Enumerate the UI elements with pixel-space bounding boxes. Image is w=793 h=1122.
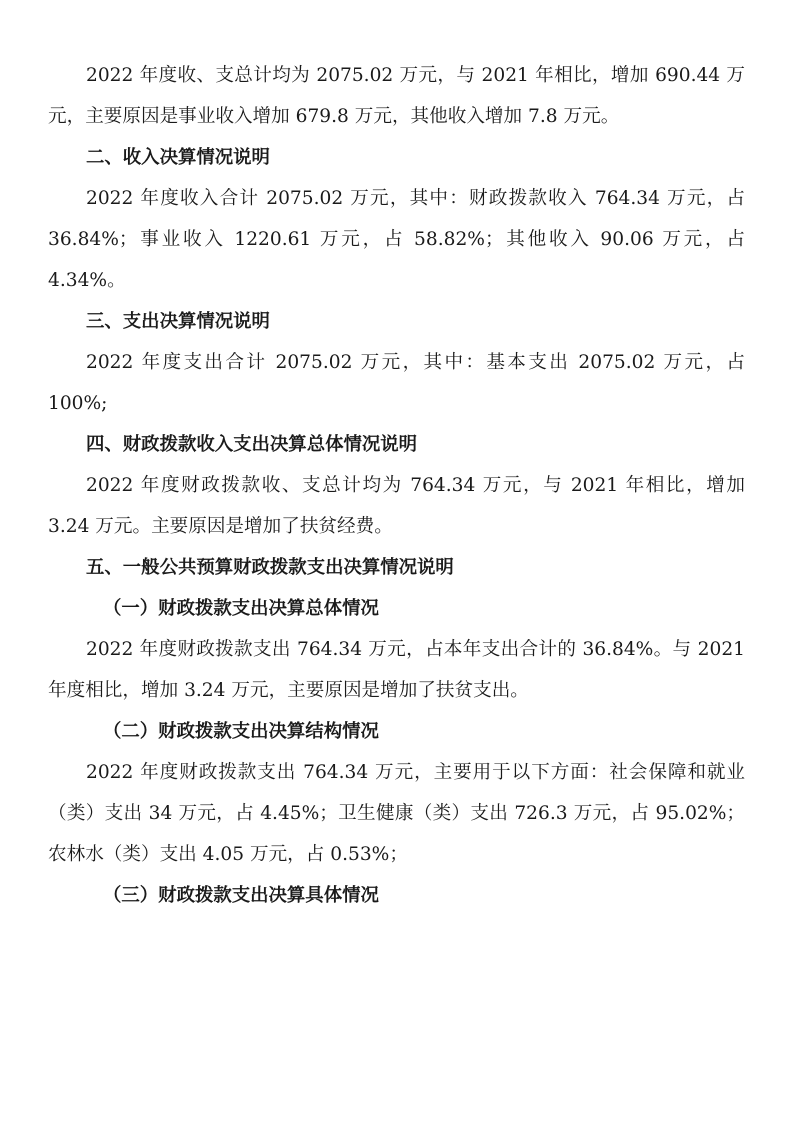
expense-heading: 三、支出决算情况说明	[86, 311, 270, 332]
structure-subheading: （二）财政拨款支出决算结构情况	[103, 721, 379, 742]
overall-subheading: （一）财政拨款支出决算总体情况	[103, 598, 379, 619]
overall-paragraph: 2022 年度财政拨款支出 764.34 万元，占本年支出合计的 36.84%。与 2021 年度相比，增加 3.24 万元，主要原因是增加了扶贫支出。	[48, 639, 745, 701]
document-page	[48, 55, 745, 916]
general-budget-heading: 五、一般公共预算财政拨款支出决算情况说明	[86, 557, 454, 578]
fiscal-total-heading: 四、财政拨款收入支出决算总体情况说明	[86, 434, 418, 455]
structure-paragraph: 2022 年度财政拨款支出 764.34 万元，主要用于以下方面：社会保障和就业（类）支出 34 万元，占 4.45%；卫生健康（类）支出 726.3 万元，占 95.02%；农林水（类）支出 4.05 万元，占 0.53%；	[48, 762, 745, 865]
income-paragraph: 2022 年度收入合计 2075.02 万元，其中：财政拨款收入 764.34 万元，占 36.84%；事业收入 1220.61 万元，占 58.82%；其他收入 90.06 万元，占 4.34%。	[48, 188, 745, 291]
summary-paragraph: 2022 年度收、支总计均为 2075.02 万元，与 2021 年相比，增加 690.44 万元，主要原因是事业收入增加 679.8 万元，其他收入增加 7.8 万元。	[48, 65, 745, 127]
detail-subheading: （三）财政拨款支出决算具体情况	[103, 885, 379, 906]
income-heading: 二、收入决算情况说明	[86, 147, 270, 168]
fiscal-total-paragraph: 2022 年度财政拨款收、支总计均为 764.34 万元，与 2021 年相比，增加 3.24 万元。主要原因是增加了扶贫经费。	[48, 475, 745, 537]
expense-paragraph: 2022 年度支出合计 2075.02 万元，其中：基本支出 2075.02 万元，占 100%;	[48, 352, 745, 414]
